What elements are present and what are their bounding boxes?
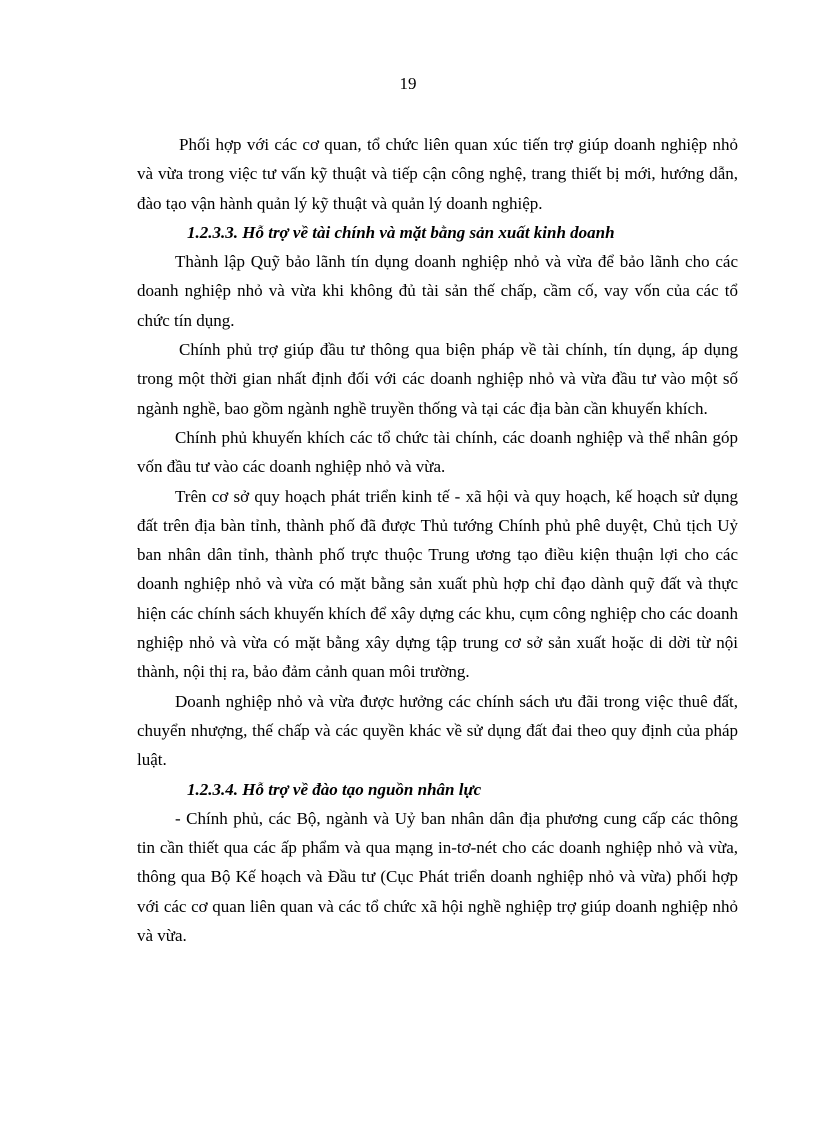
paragraph-land-planning: Trên cơ sở quy hoạch phát triển kinh tế - xã hội và quy hoạch, kế hoạch sử dụng đất trên địa bàn tỉnh, thành phố đã được Thủ tướng Chính phủ phê duyệt, Chủ tịch Uỷ ban nhân dân tỉnh, thành phố trực thuộc Trung ương tạo điều kiện thuận lợi cho các doanh nghiệp nhỏ và vừa có mặt bằng sản xuất phù hợp chỉ đạo dành quỹ đất và thực hiện các chính sách khuyến khích để xây dựng các khu, cụm công nghiệp cho các doanh nghiệp nhỏ và vừa có mặt bằng xây dựng tập trung cơ sở sản xuất hoặc di dời từ nội thành, nội thị ra, bảo đảm cảnh quan môi trường. <box>137 486 738 682</box>
paragraph-information-support: - Chính phủ, các Bộ, ngành và Uỷ ban nhân dân địa phương cung cấp các thông tin cần thiết qua các ấp phẩm và qua mạng in-tơ-nét cho các doanh nghiệp nhỏ và vừa, thông qua Bộ Kế hoạch và Đầu tư (Cục Phát triển doanh nghiệp nhỏ và vừa) phối hợp với các cơ quan liên quan và các tổ chức xã hội nghề nghiệp trợ giúp doanh nghiệp nhỏ và vừa. <box>137 808 738 946</box>
paragraph-consulting-support: Phối hợp với các cơ quan, tổ chức liên quan xúc tiến trợ giúp doanh nghiệp nhỏ và vừa trong việc tư vấn kỹ thuật và tiếp cận công nghệ, trang thiết bị mới, hướng dẫn, đào tạo vận hành quản lý kỹ thuật và quản lý doanh nghiệp. <box>137 135 738 213</box>
paragraph-land-incentives: Doanh nghiệp nhỏ và vừa được hưởng các chính sách ưu đãi trong việc thuê đất, chuyển nhượng, thế chấp và các quyền khác về sử dụng đất đai theo quy định của pháp luật. <box>137 691 738 770</box>
paragraph-capital-contribution: Chính phủ khuyến khích các tổ chức tài chính, các doanh nghiệp và thể nhân góp vốn đầu tư vào các doanh nghiệp nhỏ và vừa. <box>137 427 738 477</box>
paragraph-government-investment-support: Chính phủ trợ giúp đầu tư thông qua biện pháp về tài chính, tín dụng, áp dụng trong một thời gian nhất định đối với các doanh nghiệp nhỏ và vừa đầu tư vào một số ngành nghề, bao gồm ngành nghề truyền thống và tại các địa bàn cần khuyến khích. <box>137 340 738 418</box>
page-content <box>137 130 738 950</box>
section-heading-1-2-3-3: 1.2.3.3. Hỗ trợ về tài chính và mặt bằng sản xuất kinh doanh <box>187 222 615 242</box>
page-number: 19 <box>399 74 417 93</box>
paragraph-credit-guarantee-fund: Thành lập Quỹ bảo lãnh tín dụng doanh nghiệp nhỏ và vừa để bảo lãnh cho các doanh nghiệp nhỏ và vừa khi không đủ tài sản thế chấp, cầm cố, vay vốn của các tổ chức tín dụng. <box>137 252 738 330</box>
section-heading-1-2-3-4: 1.2.3.4. Hỗ trợ về đào tạo nguồn nhân lực <box>187 779 482 799</box>
